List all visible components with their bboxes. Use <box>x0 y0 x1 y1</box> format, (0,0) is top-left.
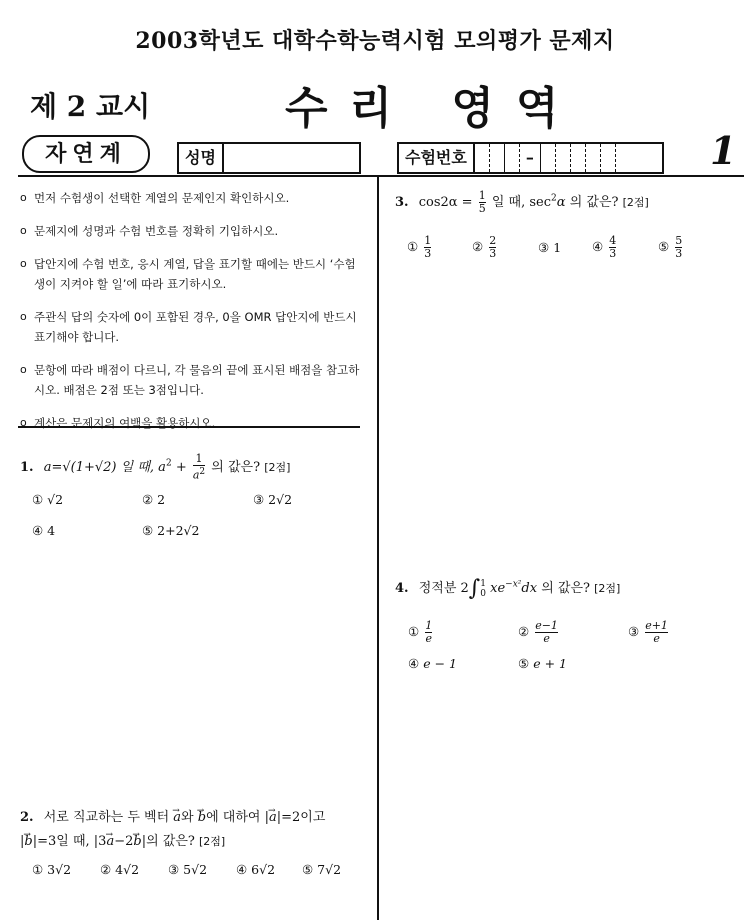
question-tail: 의 값은? <box>211 459 261 475</box>
choice-mark: ② <box>518 624 530 639</box>
choice-1[interactable]: ① 3√2 <box>32 862 72 877</box>
exam-number-cell <box>571 144 586 172</box>
integral-dx: dx <box>521 581 538 596</box>
exam-number-label: 수험번호 <box>399 144 475 172</box>
exam-number-cell <box>586 144 601 172</box>
vector-a: a → <box>106 834 114 849</box>
question-number: 4. <box>395 581 409 596</box>
exam-number-cell <box>490 144 505 172</box>
exam-number-cell <box>541 144 556 172</box>
question-4 <box>395 576 740 601</box>
choice-2[interactable]: ② 2 <box>142 492 166 507</box>
instruction-item: o 계산은 문제지의 여백을 활용하시오. <box>20 413 365 433</box>
exam-number-dash: – <box>520 144 541 172</box>
question-text: 서로 직교하는 두 벡터 <box>43 810 170 825</box>
choice-mark: ② <box>472 239 484 254</box>
choice-4[interactable]: ④ 6√2 <box>236 862 276 877</box>
subject-title: 수리 영역 <box>285 83 581 134</box>
instruction-item: o 먼저 수험생이 선택한 계열의 문제인지 확인하시오. <box>20 188 365 208</box>
instruction-item: o 답안지에 수험 번호, 응시 계열, 답을 표기할 때에는 반드시 ‘수험생이 지켜야 할 일’에 따라 표기하시오. <box>20 254 365 294</box>
choice-3[interactable]: ③ 5√2 <box>168 862 208 877</box>
choice-2[interactable] <box>472 235 498 260</box>
fraction: $\frac{e-1}{e}$ <box>535 619 558 645</box>
integral-sign: ∫ <box>468 576 481 601</box>
fraction: $\frac{5}{3}$ <box>675 234 683 260</box>
fraction-num: 1 <box>478 189 486 202</box>
choice-mark: ③ <box>628 624 640 639</box>
expr-plus: + <box>175 459 187 475</box>
question-line <box>20 830 372 854</box>
choice-4[interactable]: ④ 4 <box>32 523 56 538</box>
choice-5[interactable] <box>518 656 567 671</box>
question-number: 2. <box>20 810 34 825</box>
fraction: $\frac{1}{3}$ <box>424 234 432 260</box>
choice-1[interactable] <box>407 235 433 260</box>
vector-a: a → <box>173 810 181 825</box>
choice-3[interactable]: ③ 2√2 <box>253 492 293 507</box>
question-points: [2점] <box>199 835 226 848</box>
choice-mark: ⑤ <box>658 239 670 254</box>
integrand: xe <box>490 581 506 596</box>
choice-2[interactable] <box>518 620 560 645</box>
choice-5[interactable]: ⑤ 2+2√2 <box>142 523 200 538</box>
choice-1[interactable]: ① √2 <box>32 492 64 507</box>
exam-title: 2003학년도 대학수학능력시험 모의평가 문제지 <box>135 28 615 54</box>
column-divider <box>377 175 379 920</box>
alpha-var: α <box>556 195 566 210</box>
choice-value: e + 1 <box>533 656 567 671</box>
choice-mark: ① <box>407 239 419 254</box>
exam-number-field[interactable] <box>397 142 664 174</box>
track-badge: 자연계 <box>22 135 150 173</box>
integral-lower: 0 <box>480 588 486 599</box>
fraction: $\frac{2}{3}$ <box>489 234 497 260</box>
question-2 <box>20 806 372 854</box>
choice-value: 1 <box>553 240 562 255</box>
choice-mark: ① <box>408 624 420 639</box>
choice-3[interactable] <box>538 240 561 255</box>
question-text: |=3일 때, |3 <box>32 834 107 849</box>
choice-3[interactable] <box>628 620 670 645</box>
vector-b: b → <box>24 834 32 849</box>
exam-number-cell <box>475 144 490 172</box>
question-text: 일 때, <box>491 195 526 210</box>
question-text: |=2이고 <box>276 810 326 825</box>
question-points: [2점] <box>622 196 649 209</box>
integral-upper: 1 <box>480 578 486 589</box>
question-text: −2 <box>114 834 134 849</box>
question-text: 와 <box>181 810 194 825</box>
instruction-item: o 주관식 답의 숫자에 0이 포함된 경우, 0을 OMR 답안지에 반드시 표기해야 합니다. <box>20 307 365 347</box>
fraction-den: $a^2$ <box>192 467 206 482</box>
choice-mark: ④ <box>408 656 420 671</box>
expr-exp: 2 <box>165 458 172 469</box>
choice-5[interactable]: ⑤ 7√2 <box>302 862 342 877</box>
question-1 <box>20 453 365 482</box>
instructions-list <box>20 188 365 446</box>
instruction-item: o 문항에 따라 배점이 다르니, 각 물음의 끝에 표시된 배점을 참고하시오. 배점은 2점 또는 3점입니다. <box>20 360 365 400</box>
choice-mark: ④ <box>592 239 604 254</box>
vector-b: b → <box>198 810 206 825</box>
fraction-num: 1 <box>195 452 203 465</box>
vector-b: b → <box>133 834 141 849</box>
question-tail: |의 값은? <box>141 834 195 849</box>
sec-func: sec <box>529 195 552 210</box>
fraction: $\frac{1}{e}$ <box>425 619 433 645</box>
fraction: $\frac{e+1}{e}$ <box>645 619 668 645</box>
vector-a: a → <box>269 810 277 825</box>
integrand-exp: −x² <box>505 579 522 590</box>
sec-exp: 2 <box>551 193 557 204</box>
question-lead: cos2α = <box>418 195 473 210</box>
choice-mark: ⑤ <box>518 656 530 671</box>
question-points: [2점] <box>594 582 621 595</box>
name-label: 성명 <box>179 144 224 172</box>
exam-number-cell <box>616 144 662 172</box>
choice-5[interactable] <box>658 235 684 260</box>
question-text: 에 대하여 | <box>206 810 269 825</box>
choice-4[interactable] <box>408 656 457 671</box>
name-field[interactable] <box>177 142 361 174</box>
header-rule <box>18 175 744 177</box>
period-label: 제 2 교시 <box>30 90 151 123</box>
question-tail: 의 값은? <box>541 581 590 596</box>
choice-2[interactable]: ② 4√2 <box>100 862 140 877</box>
choice-value: e − 1 <box>423 656 457 671</box>
question-lead: 정적분 2 <box>418 581 469 596</box>
question-tail: 의 값은? <box>569 195 619 210</box>
fraction-den: 5 <box>478 202 486 215</box>
instruction-item: o 문제지에 성명과 수험 번호를 정확히 기입하시오. <box>20 221 365 241</box>
question-text: | <box>20 834 25 849</box>
question-3 <box>395 190 740 215</box>
question-points: [2점] <box>264 460 291 474</box>
exam-number-cell <box>505 144 520 172</box>
fraction <box>479 190 486 215</box>
exam-number-cell <box>601 144 616 172</box>
fraction <box>193 453 205 482</box>
fraction: $\frac{4}{3}$ <box>609 234 617 260</box>
choice-4[interactable] <box>592 235 618 260</box>
choice-mark: ③ <box>538 240 550 255</box>
page-number: 1 <box>710 128 737 173</box>
choice-1[interactable] <box>408 620 434 645</box>
question-line <box>20 806 372 830</box>
expr-var: a <box>158 459 166 475</box>
exam-number-cell <box>556 144 571 172</box>
question-number: 1. <box>20 459 34 475</box>
question-number: 3. <box>395 195 409 210</box>
question-lead: a=√(1+√2) 일 때, <box>43 459 155 475</box>
